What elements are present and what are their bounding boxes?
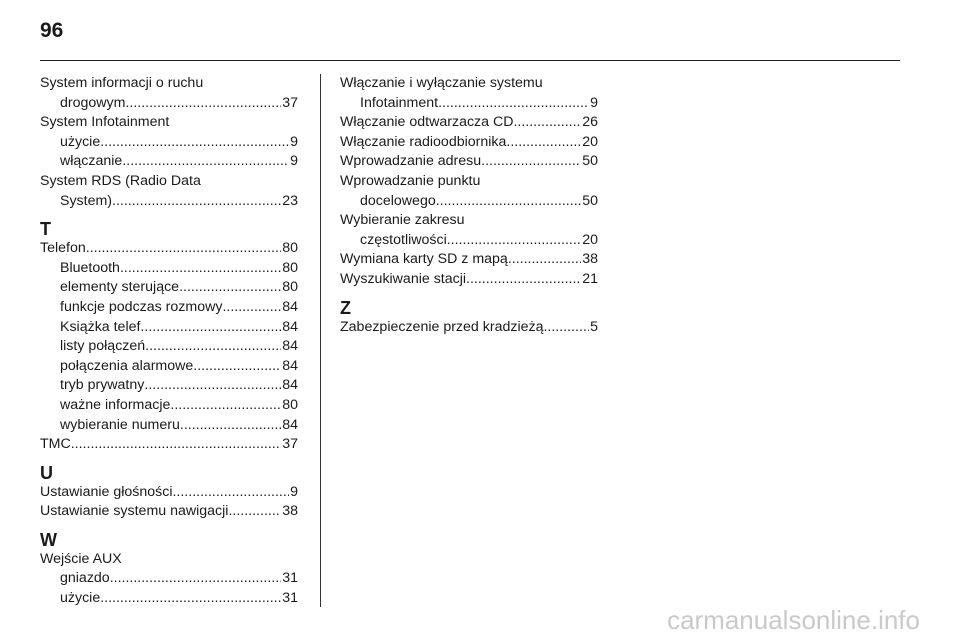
index-letter-heading: U <box>40 462 53 483</box>
entry-term: TMC <box>40 436 71 453</box>
index-entry <box>40 239 298 259</box>
index-subentry <box>40 152 298 172</box>
entry-page-number: 20 <box>582 231 598 248</box>
dot-leader <box>172 483 289 503</box>
entry-page-number: 20 <box>582 133 598 150</box>
index-column-2 <box>340 74 598 337</box>
entry-term: użycie <box>60 590 101 607</box>
index-entry: System informacji o ruchu <box>40 75 204 91</box>
dot-leader <box>193 357 281 377</box>
entry-term: Ustawianie systemu nawigacji <box>40 503 229 520</box>
index-subentry <box>40 298 298 318</box>
entry-page-number: 9 <box>290 153 298 170</box>
index-entry <box>40 502 298 522</box>
entry-term: Zabezpieczenie przed kradzieżą <box>340 318 544 335</box>
entry-term: Telefon <box>40 240 86 257</box>
entry-term: elementy sterujące <box>60 279 180 296</box>
index-entry: System RDS (Radio Data <box>40 172 201 189</box>
entry-page-number: 23 <box>282 192 298 209</box>
entry-term: Ustawianie głośności <box>40 483 173 500</box>
entry-page-number: 26 <box>582 114 598 131</box>
entry-term: docelowego <box>360 192 436 209</box>
index-entry <box>340 318 598 338</box>
dot-leader <box>122 152 289 172</box>
index-entry <box>40 483 298 503</box>
entry-term: drogowym <box>60 94 126 111</box>
entry-page-number: 21 <box>582 270 598 287</box>
index-entry <box>40 435 298 455</box>
dot-leader <box>481 152 581 172</box>
index-subentry <box>40 133 298 153</box>
entry-term: ważne informacje <box>60 396 171 413</box>
index-entry: System Infotainment <box>40 114 170 131</box>
index-entry: Wejście AUX <box>40 550 122 567</box>
dot-leader <box>110 569 282 589</box>
index-entry: Włączanie i wyłączanie systemu <box>340 75 543 91</box>
dot-leader <box>180 416 281 436</box>
dot-leader <box>506 133 581 153</box>
dot-leader <box>436 192 581 212</box>
entry-page-number: 38 <box>282 503 298 520</box>
entry-term: wybieranie numeru <box>60 416 180 433</box>
index-entry <box>340 152 598 172</box>
index-subentry <box>40 94 298 114</box>
entry-page-number: 50 <box>582 192 598 209</box>
index-subentry <box>40 192 298 212</box>
entry-page-number: 84 <box>282 338 298 355</box>
index-entry: Wybieranie zakresu <box>340 212 465 229</box>
entry-page-number: 84 <box>282 318 298 335</box>
dot-leader <box>71 435 281 455</box>
entry-page-number: 84 <box>282 298 298 315</box>
entry-term: włączanie <box>60 153 123 170</box>
entry-term: użycie <box>60 133 101 150</box>
dot-leader <box>543 318 589 338</box>
index-subentry <box>40 416 298 436</box>
dot-leader <box>144 318 281 338</box>
entry-term: Wymiana karty SD z mapą <box>340 251 508 268</box>
dot-leader <box>125 94 281 114</box>
entry-page-number: 9 <box>290 133 298 150</box>
index-subentry <box>340 231 598 251</box>
index-letter-heading: W <box>40 529 57 550</box>
index-entry: Wprowadzanie punktu <box>340 172 481 189</box>
entry-page-number: 38 <box>582 251 598 268</box>
entry-page-number: 50 <box>582 153 598 170</box>
entry-page-number: 31 <box>282 570 298 587</box>
entry-term: Infotainment <box>360 94 439 111</box>
index-subentry <box>40 337 298 357</box>
entry-page-number: 37 <box>282 436 298 453</box>
index-subentry <box>340 94 598 114</box>
dot-leader <box>86 239 281 259</box>
entry-term: Włączanie radioodbiornika <box>340 133 507 150</box>
entry-term: tryb prywatny <box>60 377 145 394</box>
entry-page-number: 84 <box>282 357 298 374</box>
dot-leader <box>145 337 281 357</box>
index-subentry <box>40 376 298 396</box>
entry-term: Bluetooth <box>60 259 120 276</box>
dot-leader <box>466 270 581 290</box>
index-subentry <box>40 278 298 298</box>
dot-leader <box>222 298 281 318</box>
page-number: 96 <box>40 19 64 42</box>
dot-leader <box>170 396 281 416</box>
index-entry <box>340 133 598 153</box>
index-subentry <box>40 589 298 609</box>
index-subentry <box>40 396 298 416</box>
entry-term: gniazdo <box>60 570 110 587</box>
index-subentry <box>40 357 298 377</box>
index-entry <box>340 270 598 290</box>
entry-page-number: 37 <box>282 94 298 111</box>
entry-page-number: 9 <box>590 94 598 111</box>
dot-leader <box>438 94 589 114</box>
entry-page-number: 31 <box>282 590 298 607</box>
entry-page-number: 80 <box>282 259 298 276</box>
index-letter-heading: T <box>40 219 51 240</box>
entry-page-number: 80 <box>282 279 298 296</box>
dot-leader <box>112 192 281 212</box>
dot-leader <box>100 589 281 609</box>
dot-leader <box>179 278 281 298</box>
entry-page-number: 9 <box>290 483 298 500</box>
index-entry <box>340 250 598 270</box>
entry-term: System) <box>60 192 113 209</box>
entry-term: funkcje podczas rozmowy <box>60 298 223 315</box>
entry-page-number: 80 <box>282 396 298 413</box>
index-column-1 <box>40 74 298 609</box>
index-subentry <box>40 318 298 338</box>
index-letter-heading: Z <box>340 297 351 318</box>
dot-leader <box>513 113 581 133</box>
entry-page-number: 84 <box>282 416 298 433</box>
entry-page-number: 84 <box>282 377 298 394</box>
watermark: carmanualsonline.info <box>667 605 920 635</box>
index-subentry <box>40 259 298 279</box>
dot-leader <box>144 376 281 396</box>
dot-leader <box>228 502 281 522</box>
dot-leader <box>508 250 581 270</box>
column-divider <box>320 74 321 607</box>
index-subentry <box>340 192 598 212</box>
entry-term: częstotliwości <box>360 231 447 248</box>
dot-leader <box>120 259 281 279</box>
entry-term: listy połączeń <box>60 338 146 355</box>
dot-leader <box>447 231 581 251</box>
entry-term: Wprowadzanie adresu <box>340 153 482 170</box>
header-rule <box>40 60 900 61</box>
entry-term: połączenia alarmowe <box>60 357 194 374</box>
index-subentry <box>40 569 298 589</box>
index-entry <box>340 113 598 133</box>
entry-page-number: 5 <box>590 318 598 335</box>
entry-term: Książka telef. <box>60 318 145 335</box>
dot-leader <box>100 133 289 153</box>
entry-term: Włączanie odtwarzacza CD <box>340 114 514 131</box>
entry-term: Wyszukiwanie stacji <box>340 270 467 287</box>
entry-page-number: 80 <box>282 240 298 257</box>
